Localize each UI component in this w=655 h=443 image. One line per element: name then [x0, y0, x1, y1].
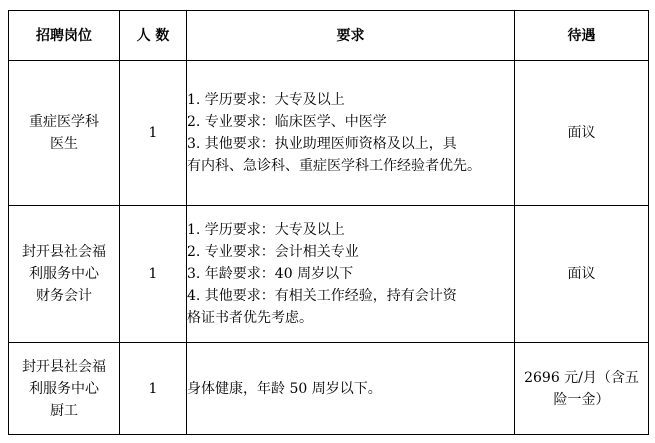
position-line: 重症医学科: [29, 114, 99, 130]
requirement-line: 格证书者优先考虑。: [187, 310, 313, 326]
position-line: 厨工: [50, 402, 78, 419]
position-line: 利服务中心: [29, 266, 99, 282]
requirement-line: 身体健康，年龄 50 周岁以下。: [187, 380, 382, 397]
table-row: [9, 206, 649, 343]
position-line: 封开县社会福: [22, 244, 106, 260]
cell-position: [9, 61, 120, 206]
treatment-line: 面议: [567, 266, 596, 282]
treatment-line: 2696 元/月（含五: [524, 369, 639, 386]
position-line: 财务会计: [36, 288, 92, 304]
requirement-line: 4. 其他要求：有相关工作经验，持有会计资: [187, 288, 457, 304]
cell-count: 1: [120, 343, 187, 435]
cell-treatment: [515, 206, 649, 343]
table-row: [9, 61, 649, 206]
header-requirements: 要求: [187, 11, 515, 61]
cell-position: [9, 206, 120, 343]
cell-requirements: [187, 343, 515, 435]
cell-requirements: [187, 206, 515, 343]
cell-requirements: [187, 61, 515, 206]
requirement-line: 2. 专业要求：会计相关专业: [187, 244, 359, 260]
position-line: 封开县社会福: [22, 358, 106, 375]
treatment-line: 险一金）: [553, 391, 610, 408]
cell-treatment: [515, 343, 649, 435]
requirement-line: 1. 学历要求：大专及以上: [187, 222, 345, 238]
cell-position: [9, 343, 120, 435]
cell-treatment: [515, 61, 649, 206]
requirement-line: 2. 专业要求：临床医学、中医学: [187, 114, 387, 130]
requirement-line: 1. 学历要求：大专及以上: [187, 92, 345, 108]
requirement-line: 3. 其他要求：执业助理医师资格及以上，具: [187, 136, 457, 152]
header-treatment: 待遇: [515, 11, 649, 61]
table-row: [9, 343, 649, 435]
header-row: [9, 11, 649, 61]
requirement-line: 有内科、急诊科、重症医学科工作经验者优先。: [187, 158, 481, 174]
treatment-line: 面议: [567, 125, 596, 141]
position-line: 利服务中心: [29, 380, 99, 397]
header-count: 人 数: [120, 11, 187, 61]
requirement-line: 3. 年龄要求：40 周岁以下: [187, 266, 354, 282]
header-position: 招聘岗位: [9, 11, 120, 61]
cell-count: 1: [120, 206, 187, 343]
recruitment-table: [8, 10, 649, 435]
position-line: 医生: [50, 136, 78, 152]
cell-count: 1: [120, 61, 187, 206]
